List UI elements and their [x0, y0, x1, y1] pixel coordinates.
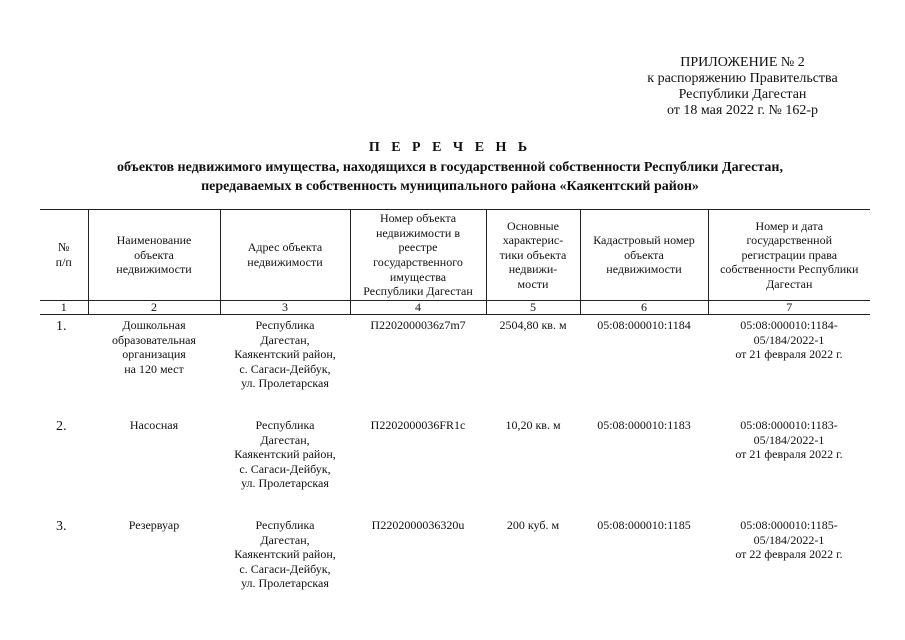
- cell-line: Республика: [255, 418, 315, 432]
- header-name: [88, 210, 220, 301]
- column-number: 3: [220, 301, 350, 315]
- cell-line: с. Сагаси-Дейбук,: [239, 561, 331, 576]
- header-line: реестре: [398, 240, 438, 255]
- cell-line: образовательная: [112, 332, 196, 347]
- header-line: тики объекта: [499, 247, 567, 262]
- row-number: 3.: [56, 519, 67, 534]
- column-number: 5: [486, 301, 580, 315]
- cell-line: Резервуар: [128, 518, 180, 532]
- appendix-line-4: от 18 мая 2022 г. № 162-р: [666, 103, 819, 118]
- cadastral-number: 05:08:000010:1184: [597, 318, 691, 332]
- object-characteristics: 200 куб. м: [506, 518, 560, 532]
- header-line: Основные: [507, 218, 559, 233]
- object-name: [88, 315, 220, 416]
- cell-line: организация: [122, 347, 186, 362]
- header-line: объекта: [134, 247, 174, 262]
- cadastral-number: 05:08:000010:1185: [597, 518, 691, 532]
- cell-line: Дагестан,: [260, 332, 310, 347]
- cadastral-number: 05:08:000010:1183: [597, 418, 691, 432]
- cell-line: 05/184/2022-1: [753, 532, 825, 547]
- cell-line: Каякентский район,: [234, 347, 336, 362]
- header-cadastral-number: [580, 210, 708, 301]
- cell-line: 05:08:000010:1184-: [740, 318, 838, 332]
- document-subtitle-line-2: передаваемых в собственность муниципального района «Каякентский район»: [201, 179, 699, 194]
- appendix-line-2: к распоряжению Правительства: [647, 71, 838, 86]
- header-line: №: [58, 240, 70, 255]
- object-address: [220, 315, 350, 416]
- appendix-line-1: ПРИЛОЖЕНИЕ № 2: [680, 55, 805, 70]
- registration-info: [708, 515, 870, 615]
- object-characteristics: 10,20 кв. м: [505, 418, 561, 432]
- cell-line: Дошкольная: [122, 318, 186, 332]
- object-name: [88, 515, 220, 615]
- cell-line: ул. Пролетарская: [241, 576, 329, 591]
- header-line: Номер и дата: [755, 218, 824, 233]
- header-line: недвижимости: [116, 262, 192, 277]
- cell-line: ул. Пролетарская: [241, 476, 329, 491]
- header-line: Кадастровый номер: [593, 233, 695, 248]
- registration-info: [708, 315, 870, 416]
- object-address: [220, 515, 350, 615]
- registry-number: П2202000036FR1c: [370, 418, 466, 432]
- header-line: государственной: [746, 233, 833, 248]
- header-line: Дагестан: [766, 276, 813, 291]
- cell-line: Каякентский район,: [234, 547, 336, 562]
- cell-line: 05/184/2022-1: [753, 432, 825, 447]
- header-line: объекта: [624, 247, 664, 262]
- header-line: недвижи-: [508, 262, 558, 277]
- header-line: имущества: [389, 269, 447, 284]
- cell-line: 05:08:000010:1185-: [740, 518, 838, 532]
- row-number: 1.: [56, 319, 67, 334]
- header-line: собственности Республики: [720, 262, 859, 277]
- appendix-line-3: Республики Дагестан: [678, 87, 807, 102]
- registry-number: П2202000036320u: [371, 518, 465, 532]
- document-heading: [60, 138, 840, 196]
- column-number: 1: [40, 301, 88, 315]
- cell-line: ул. Пролетарская: [241, 376, 329, 391]
- cell-line: 05:08:000010:1183-: [740, 418, 838, 432]
- header-address: [220, 210, 350, 301]
- cell-line: на 120 мест: [124, 361, 184, 376]
- object-characteristics: 2504,80 кв. м: [499, 318, 567, 332]
- cell-line: Каякентский район,: [234, 447, 336, 462]
- header-line: мости: [517, 276, 549, 291]
- header-line: регистрации права: [741, 247, 838, 262]
- registry-number: П2202000036z7m7: [370, 318, 466, 332]
- header-line: п/п: [55, 255, 72, 269]
- cell-line: с. Сагаси-Дейбук,: [239, 461, 331, 476]
- table-row: [40, 515, 870, 615]
- header-line: Адрес объекта: [247, 240, 323, 255]
- object-address: [220, 415, 350, 515]
- header-line: недвижимости: [606, 262, 682, 277]
- header-registry-number: [350, 210, 486, 301]
- document-subtitle-line-1: объектов недвижимого имущества, находящихся в государственной собственности Республики Дагестан,: [117, 160, 783, 175]
- column-number: 2: [88, 301, 220, 315]
- column-number: 4: [350, 301, 486, 315]
- document-title: П Е Р Е Ч Е Н Ь: [368, 140, 532, 155]
- column-number-row: [40, 301, 870, 315]
- header-characteristics: [486, 210, 580, 301]
- table-row: [40, 315, 870, 416]
- cell-line: 05/184/2022-1: [753, 332, 825, 347]
- cell-line: Республика: [255, 318, 315, 332]
- cell-line: от 21 февраля 2022 г.: [735, 347, 843, 362]
- property-table: [40, 209, 870, 615]
- object-name: [88, 415, 220, 515]
- cell-line: с. Сагаси-Дейбук,: [239, 361, 331, 376]
- header-line: недвижимости в: [375, 225, 461, 240]
- header-line: характерис-: [502, 233, 564, 248]
- row-number: 2.: [56, 419, 67, 434]
- header-line: Республики Дагестан: [363, 284, 473, 299]
- cell-line: Насосная: [129, 418, 179, 432]
- appendix-block: [620, 55, 865, 119]
- header-registration: [708, 210, 870, 301]
- header-line: государственного: [373, 255, 463, 269]
- table-row: [40, 415, 870, 515]
- header-line: Наименование: [116, 233, 192, 248]
- header-line: Номер объекта: [379, 211, 457, 226]
- header-line: недвижимости: [247, 255, 323, 269]
- column-number: 7: [708, 301, 870, 315]
- cell-line: Дагестан,: [260, 432, 310, 447]
- cell-line: Дагестан,: [260, 532, 310, 547]
- header-number: [40, 210, 88, 301]
- cell-line: Республика: [255, 518, 315, 532]
- table-header-row: [40, 210, 870, 301]
- column-number: 6: [580, 301, 708, 315]
- registration-info: [708, 415, 870, 515]
- cell-line: от 22 февраля 2022 г.: [735, 547, 843, 562]
- cell-line: от 21 февраля 2022 г.: [735, 447, 843, 462]
